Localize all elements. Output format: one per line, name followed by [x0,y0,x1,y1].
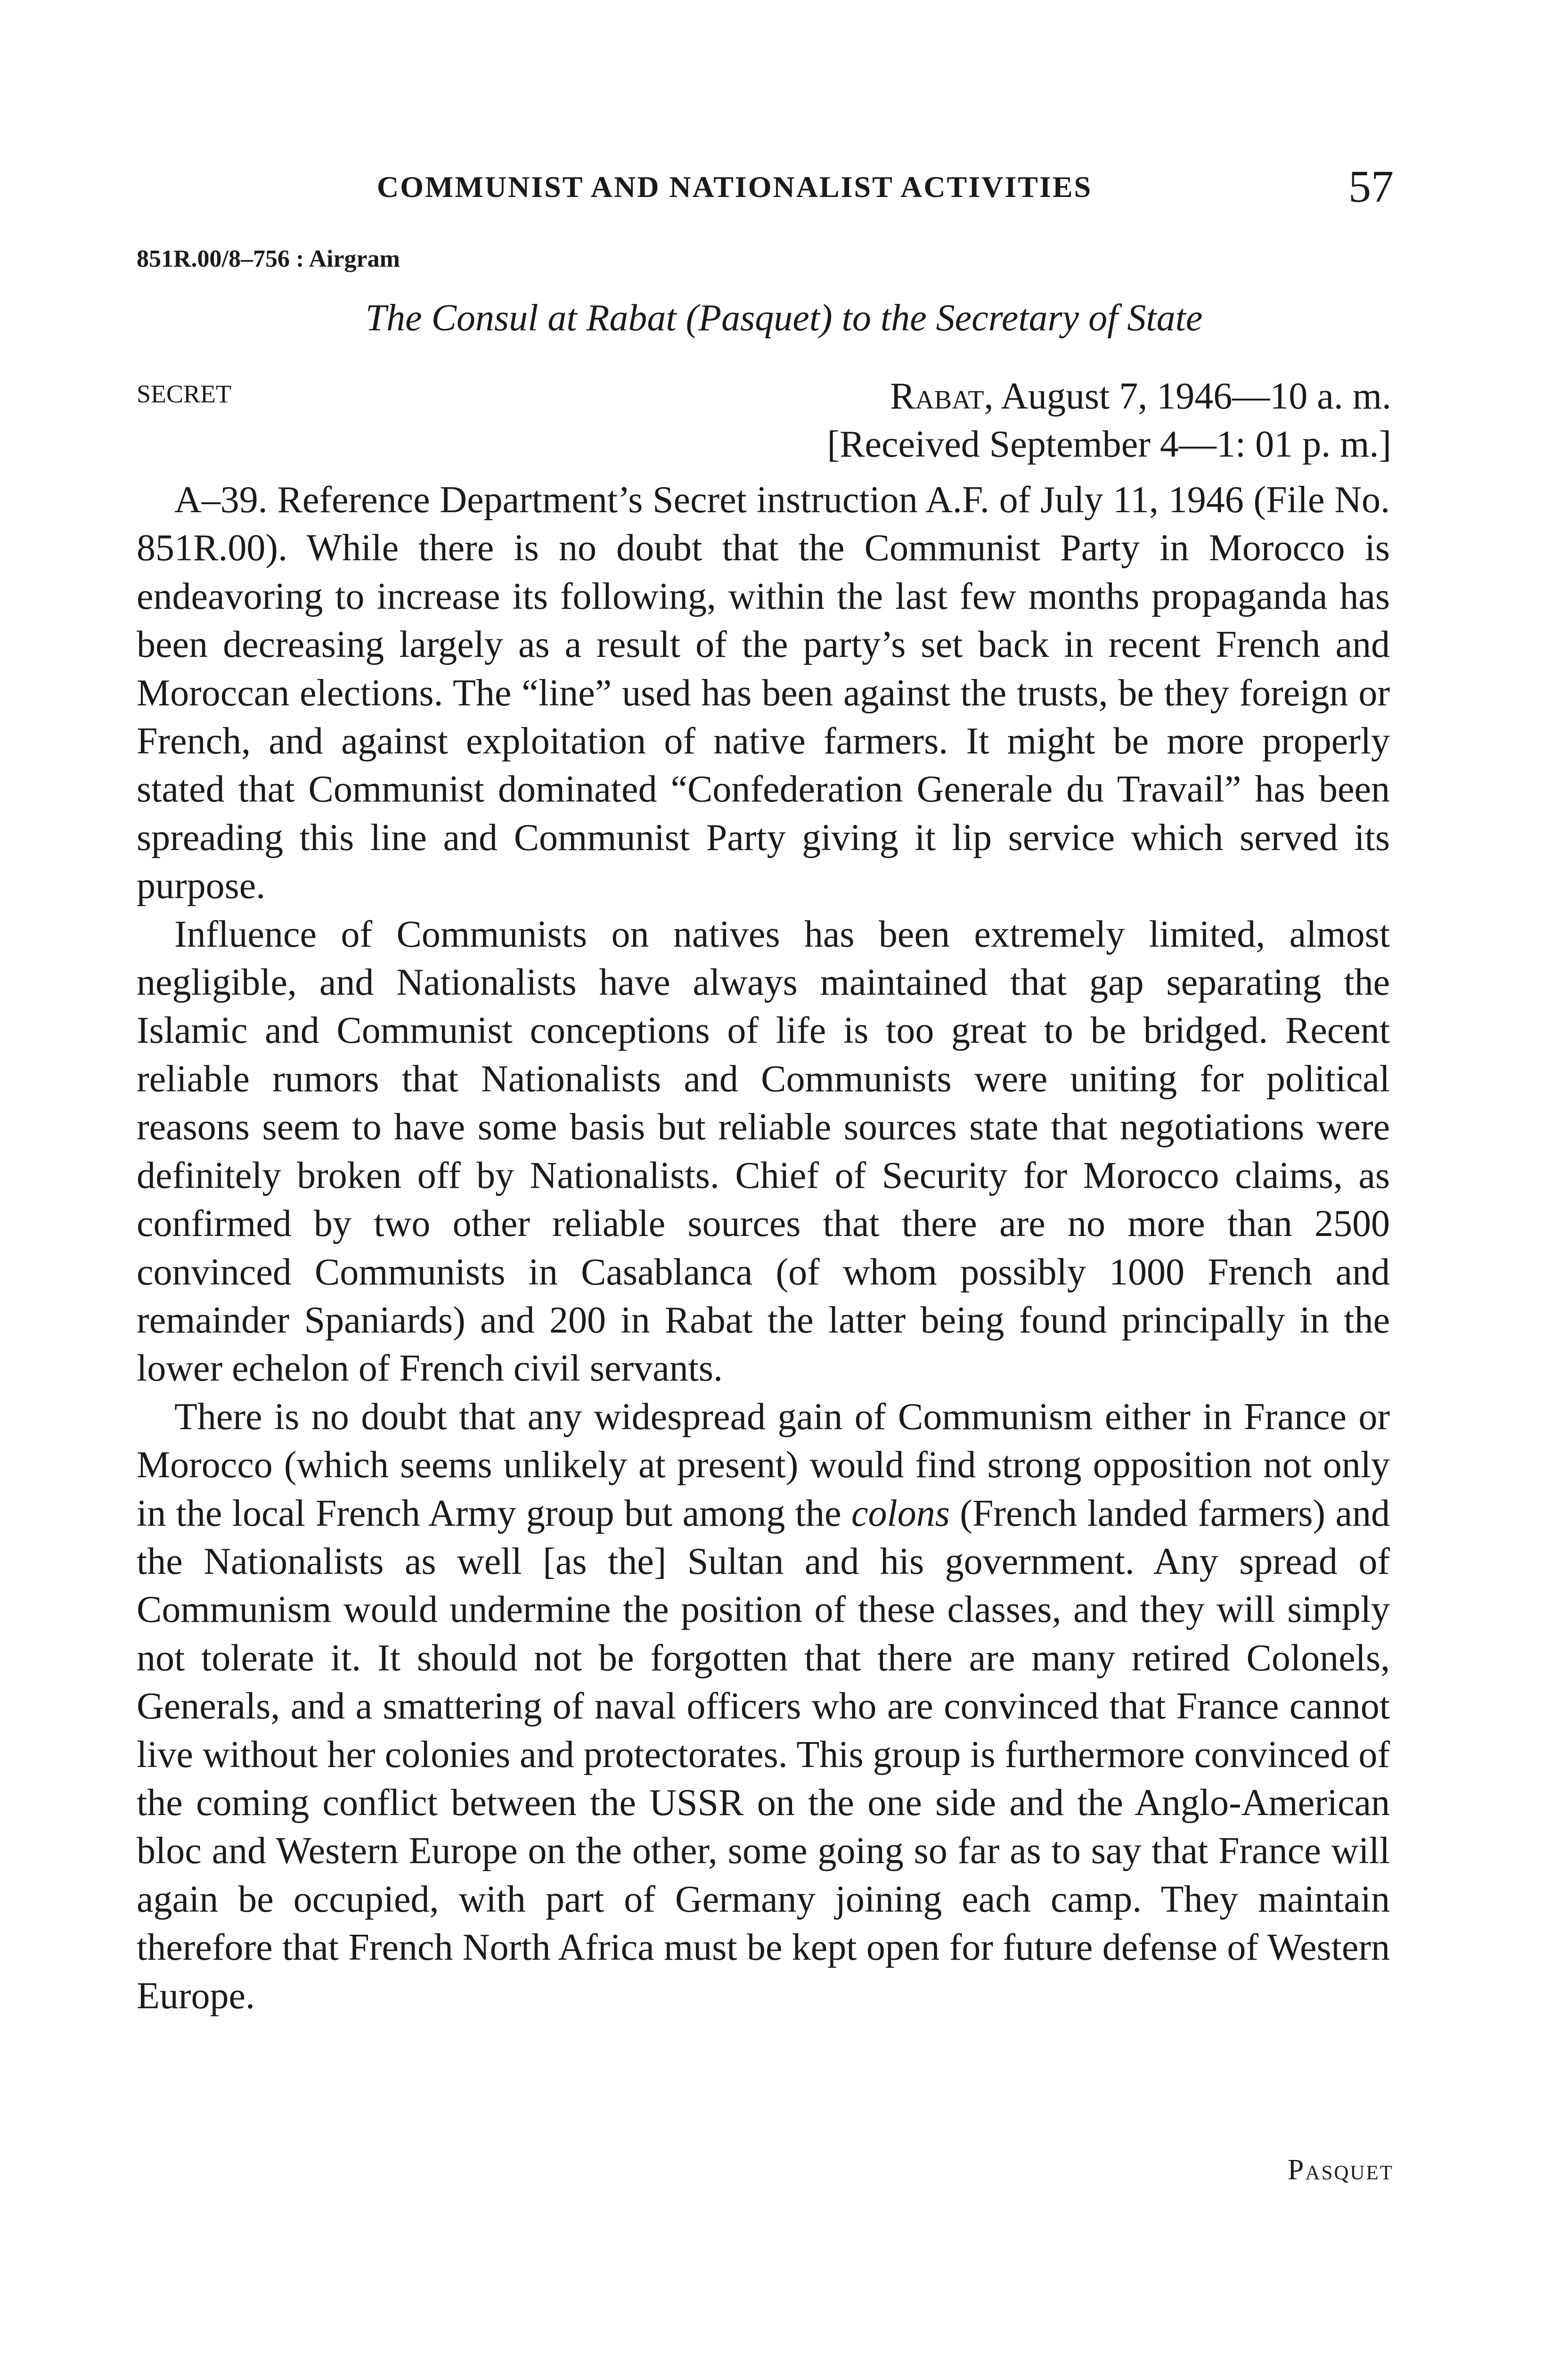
dateline-date: , August 7, 1946—10 a. m. [984,376,1391,417]
body-text [137,476,1390,2020]
file-reference: 851R.00/8–756 : Airgram [137,245,400,272]
page-number: 57 [1348,161,1394,212]
paragraph-3-part-2: (French landed farmers) and the Nationalists as well [as the] Sultan and his government. Any spread of Communism would undermine the position of these classes, and they will simply not tolerate it. It should not be forgotten that there are many retired Colonels, Generals, and a smattering of naval officers who are convinced that France cannot live without her colonies and protectorates. This group is furthermore convinced of the coming conflict between the USSR on the one side and the Anglo-American bloc and Western Europe on the other, some going so far as to say that France will again be occupied, with part of Germany joining each camp. They maintain therefore that French North Africa must be kept open for future defense of Western Europe. [137,1492,1390,2017]
paragraph-1: A–39. Reference Department’s Secret instruction A.F. of July 11, 1946 (File No. 851R.00). While there is no doubt that the Communist Party in Morocco is endeavoring to increase its following, within the last few months propaganda has been decreasing largely as a result of the party’s set back in recent French and Moroccan elections. The “line” used has been against the trusts, be they foreign or French, and against exploitation of native farmers. It might be more properly stated that Communist dominated “Confederation Generale du Travail” has been spreading this line and Communist Party giving it lip service which served its purpose. [137,479,1390,907]
classification-label: SECRET [137,380,232,408]
paragraph-3 [137,1393,1390,2020]
paragraph-3-part-1: There is no doubt that any widespread gain of Communism either in France or Morocco (which seems unlikely at present) would find strong opposition not only in the local French Army group but among the [137,1396,1390,1534]
dateline [827,372,1391,468]
running-head: COMMUNIST AND NATIONALIST ACTIVITIES [377,170,1093,204]
dateline-received: [Received September 4—1: 01 p. m.] [827,424,1391,465]
paragraph-2: Influence of Communists on natives has been extremely limited, almost negligible, and Nationalists have always maintained that gap separating the Islamic and Communist conceptions of life is too great to be bridged. Recent reliable rumors that Nationalists and Communists were uniting for political reasons seem to have some basis but reliable sources state that negotiations were definitely broken off by Nationalists. Chief of Security for Morocco claims, as confirmed by two other reliable sources that there are no more than 2500 convinced Communists in Casablanca (of whom possibly 1000 French and remainder Spaniards) and 200 in Rabat the latter being found principally in the lower echelon of French civil servants. [137,913,1390,1390]
document-heading: The Consul at Rabat (Pasquet) to the Secretary of State [365,297,1203,339]
signature: Pasquet [1287,2154,1394,2186]
dateline-place: Rabat [890,376,984,417]
dateline-sent [827,372,1391,420]
paragraph-3-italic-term: colons [851,1492,950,1534]
